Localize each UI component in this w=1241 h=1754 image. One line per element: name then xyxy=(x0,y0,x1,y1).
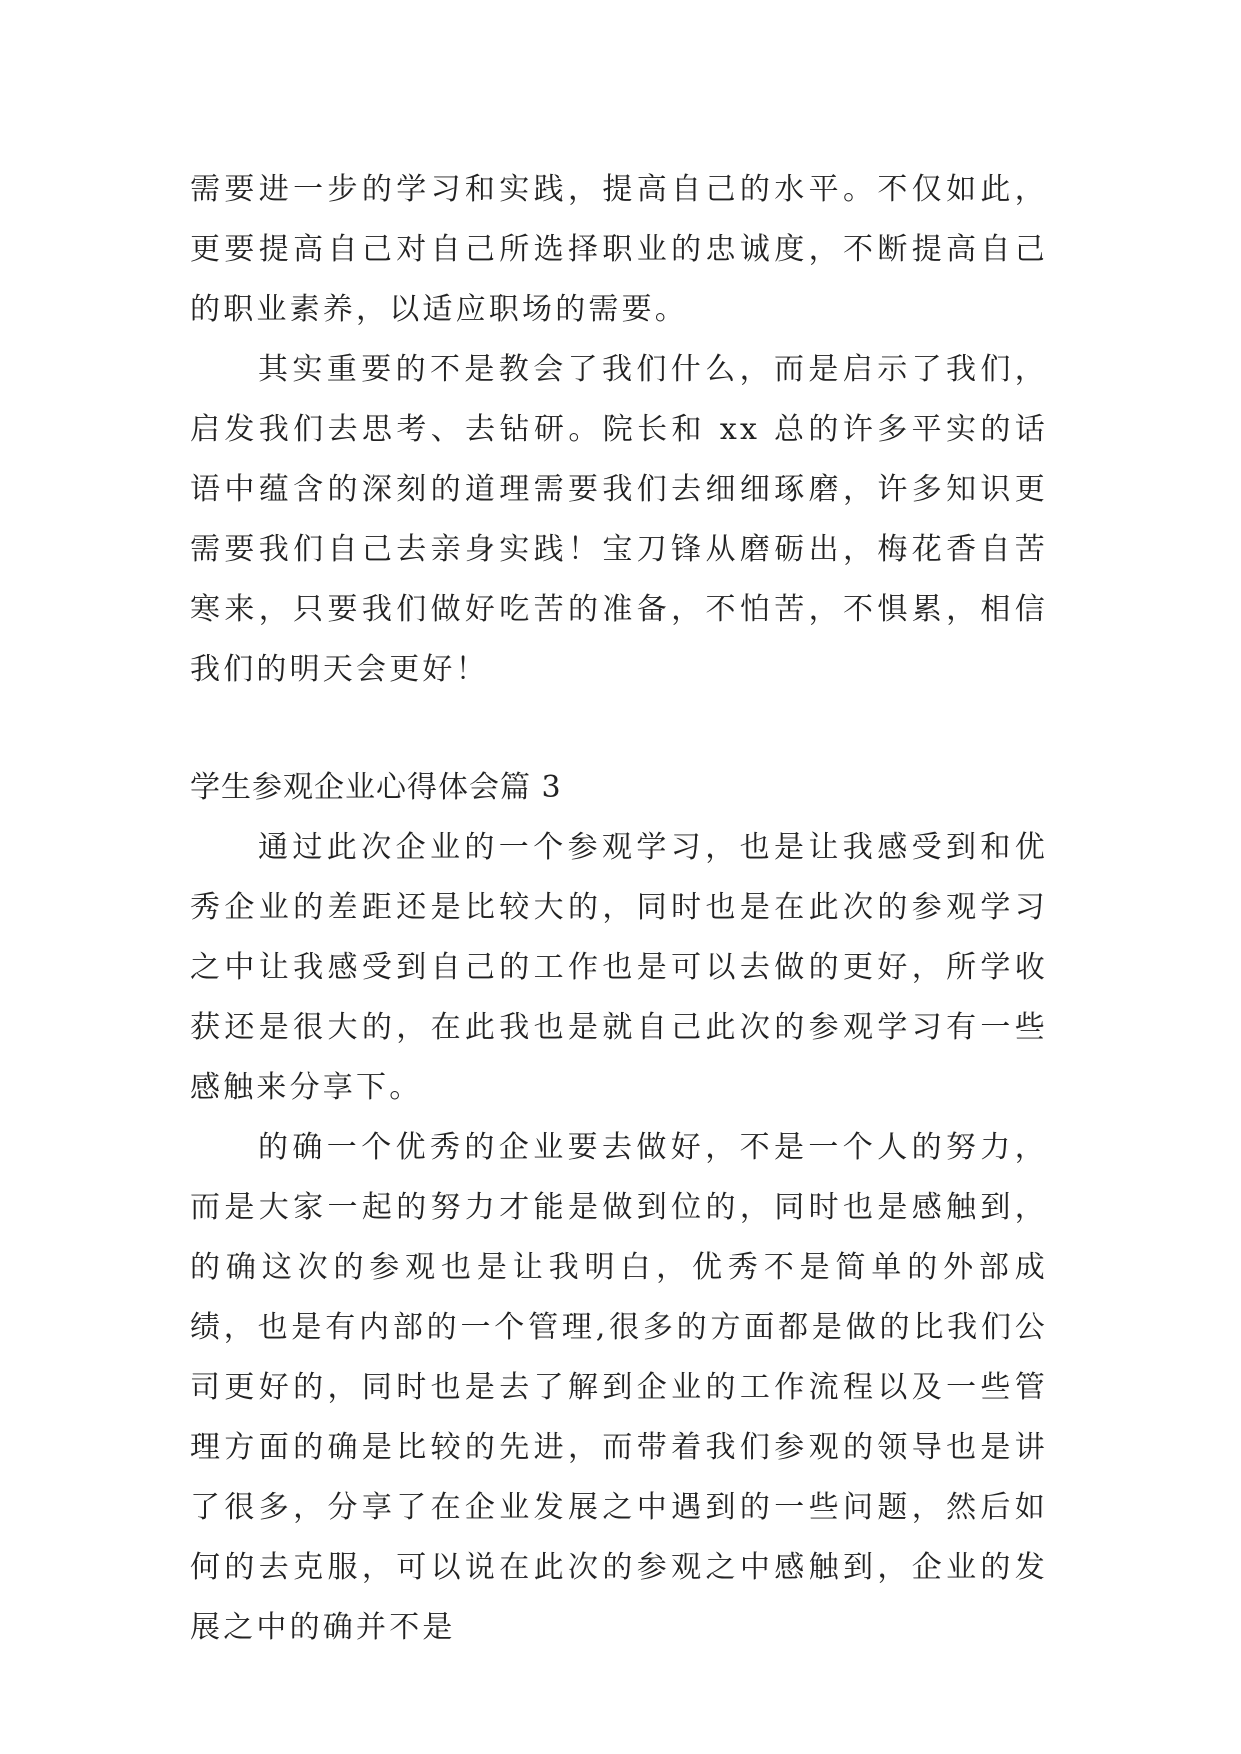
document-body xyxy=(190,160,1048,1658)
paragraph-reflection: 其实重要的不是教会了我们什么，而是启示了我们，启发我们去思考、去钻研。院长和 xx 总的许多平实的话语中蕴含的深刻的道理需要我们去细细琢磨，许多知识更需要我们自己去亲身实践！宝刀锋从磨砺出，梅花香自苦寒来，只要我们做好吃苦的准备，不怕苦，不惧累，相信我们的明天会更好！ xyxy=(190,352,1048,687)
paragraph-visit-details: 的确一个优秀的企业要去做好，不是一个人的努力，而是大家一起的努力才能是做到位的，同时也是感触到，的确这次的参观也是让我明白，优秀不是简单的外部成绩，也是有内部的一个管理,很多的方面都是做的比我们公司更好的，同时也是去了解到企业的工作流程以及一些管理方面的确是比较的先进，而带着我们参观的领导也是讲了很多，分享了在企业发展之中遇到的一些问题，然后如何的去克服，可以说在此次的参观之中感触到，企业的发展之中的确并不是 xyxy=(190,1130,1048,1645)
section-spacer xyxy=(190,700,1048,758)
section-heading: 学生参观企业心得体会篇 3 xyxy=(190,770,562,805)
paragraph-visit-intro: 通过此次企业的一个参观学习，也是让我感受到和优秀企业的差距还是比较大的，同时也是在此次的参观学习之中让我感受到自己的工作也是可以去做的更好，所学收获还是很大的，在此我也是就自己此次的参观学习有一些感触来分享下。 xyxy=(190,830,1048,1105)
paragraph-continuation: 需要进一步的学习和实践，提高自己的水平。不仅如此，更要提高自己对自己所选择职业的忠诚度，不断提高自己的职业素养，以适应职场的需要。 xyxy=(190,172,1048,327)
